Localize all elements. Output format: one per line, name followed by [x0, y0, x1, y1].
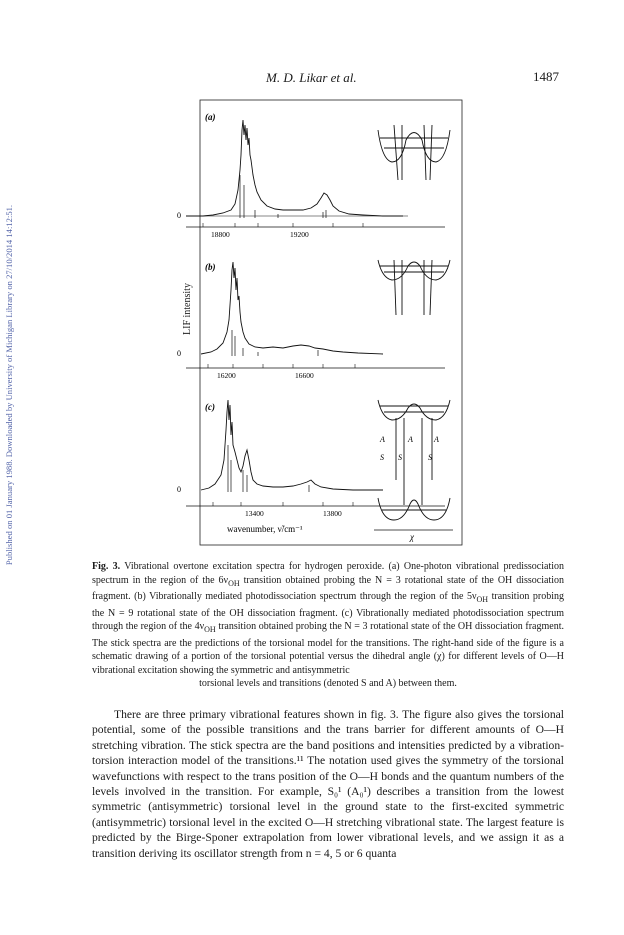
spectrum-b	[201, 262, 383, 354]
panel-b-zero: 0	[177, 349, 181, 358]
panel-a-label: (a)	[205, 112, 216, 122]
caption-text-2: transition obtained probing the N = 3 rotational state of the OH dissociation fragment. (b) Vibrationally mediated photodissociation spectrum through the region of the 5ν	[92, 574, 565, 602]
caption-text-1: Vibrational overtone excitation spectra for hydrogen peroxide. (a) One-photon vibrational predissociation spectrum in the region of the 6ν	[92, 561, 564, 586]
caption-text-3: transition probing the N = 9 rotational state of the OH dissociation fragment. (c) Vibrationally mediated photodissociation spectrum through the region of the 4ν	[92, 591, 564, 632]
label-a0-right: A	[434, 435, 439, 444]
body-paragraph: There are three primary vibrational features shown in fig. 3. The figure also gives the torsional potential, some of the possible transitions and the trans barrier for different amounts of O—H stretching vibration. The stick spectra are the band positions and intensities predicted by a vibration-torsion interaction model of the transitions.¹¹ The notation used gives the symmetry of the torsional wavefunctions with respect to the trans position of the O—H bonds and the quantum numbers of the levels involved in the transition. For example, S₀¹ (A₀¹) describes a transition from the lowest symmetric (antisymmetric) torsional level in the ground state to the first-excited symmetric (antisymmetric) torsional level in the excited O—H stretching vibrational state. The largest feature is predicted by the Birge-Sponer extrapolation from lower vibrational levels, and we assign it as a transition deriving its oscillator strength from n = 4, 5 or 6 quanta	[92, 708, 564, 860]
torsional-potential-schematic	[374, 100, 453, 540]
tick-a-2: 19200	[290, 230, 309, 239]
label-a1: A	[408, 435, 413, 444]
label-s1: S	[398, 453, 402, 462]
panel-a-zero: 0	[177, 211, 181, 220]
body-text	[92, 707, 564, 861]
label-a0: A	[380, 435, 385, 444]
tick-c-2: 13800	[323, 509, 342, 518]
download-notice: Published on 01 January 1988. Downloaded by University of Michigan Library on 27/10/2014 14:12:51.	[4, 204, 14, 566]
stick-spectrum-b	[232, 330, 318, 356]
caption-lead: Fig. 3.	[92, 561, 121, 572]
page-number: 1487	[533, 69, 559, 84]
y-axis-label: LIF intensity	[182, 283, 193, 335]
tick-c-1: 13400	[245, 509, 264, 518]
tick-b-1: 16200	[217, 371, 236, 380]
spectrum-a	[186, 120, 403, 216]
figure-caption: Fig. 3. Vibrational overtone excitation spectra for hydrogen peroxide. (a) One-photon vibrational predissociation spectrum in the region of the $6\nu_{OH}$ transition obtained probing the N = 3 rotational state of the OH dissociation fragment. (b) Vibrationally mediated photodissociation spectrum through the region of the $5\nu_{OH}$ transition probing the N = 9 rotational state of the OH dissociation fragment. (c) Vibrationally mediated photodissociation spectrum through the region of the $4\nu_{OH}$ transition obtained probing the N = 3 rotational state of the OH dissociation fragment. The stick spectra are the predictions of the torsional model for the transitions. The right-hand side of the figure is a schematic drawing of a portion of the torsional potential versus the dihedral angle (χ) for different levels of O—H vibrational excitation showing the symmetric and antisymmetric torsional levels and transitions (denoted S and A) between them.	[92, 561, 565, 689]
potential-b	[378, 260, 450, 315]
label-s0: S	[380, 453, 384, 462]
panel-c-zero: 0	[177, 485, 181, 494]
potential-c-lower	[378, 498, 450, 520]
panel-c-label: (c)	[205, 402, 215, 412]
stick-spectrum-a	[240, 175, 326, 218]
label-s0-right: S	[428, 453, 432, 462]
tick-a-1: 18800	[211, 230, 230, 239]
chi-axis-label: χ	[410, 532, 414, 542]
panel-b-label: (b)	[205, 262, 216, 272]
tick-b-2: 16600	[295, 371, 314, 380]
x-axis-label: wavenumber, ν̃/cm⁻¹	[227, 524, 303, 534]
potential-c-upper	[378, 400, 450, 505]
caption-last-line: torsional levels and transitions (denoted S and A) between them.	[199, 678, 457, 689]
caption-text-4: transition obtained probing the N = 3 rotational state of the OH dissociation fragment. The stick spectra are the predictions of the torsional model for the transitions. The right-hand side of the figure is a schematic drawing of a portion of the torsional potential versus the dihedral angle (χ) for different levels of O—H vibrational excitation showing the symmetric and antisymmetric	[92, 621, 564, 676]
potential-a	[378, 125, 450, 180]
running-header-authors: M. D. Likar et al.	[266, 70, 357, 85]
